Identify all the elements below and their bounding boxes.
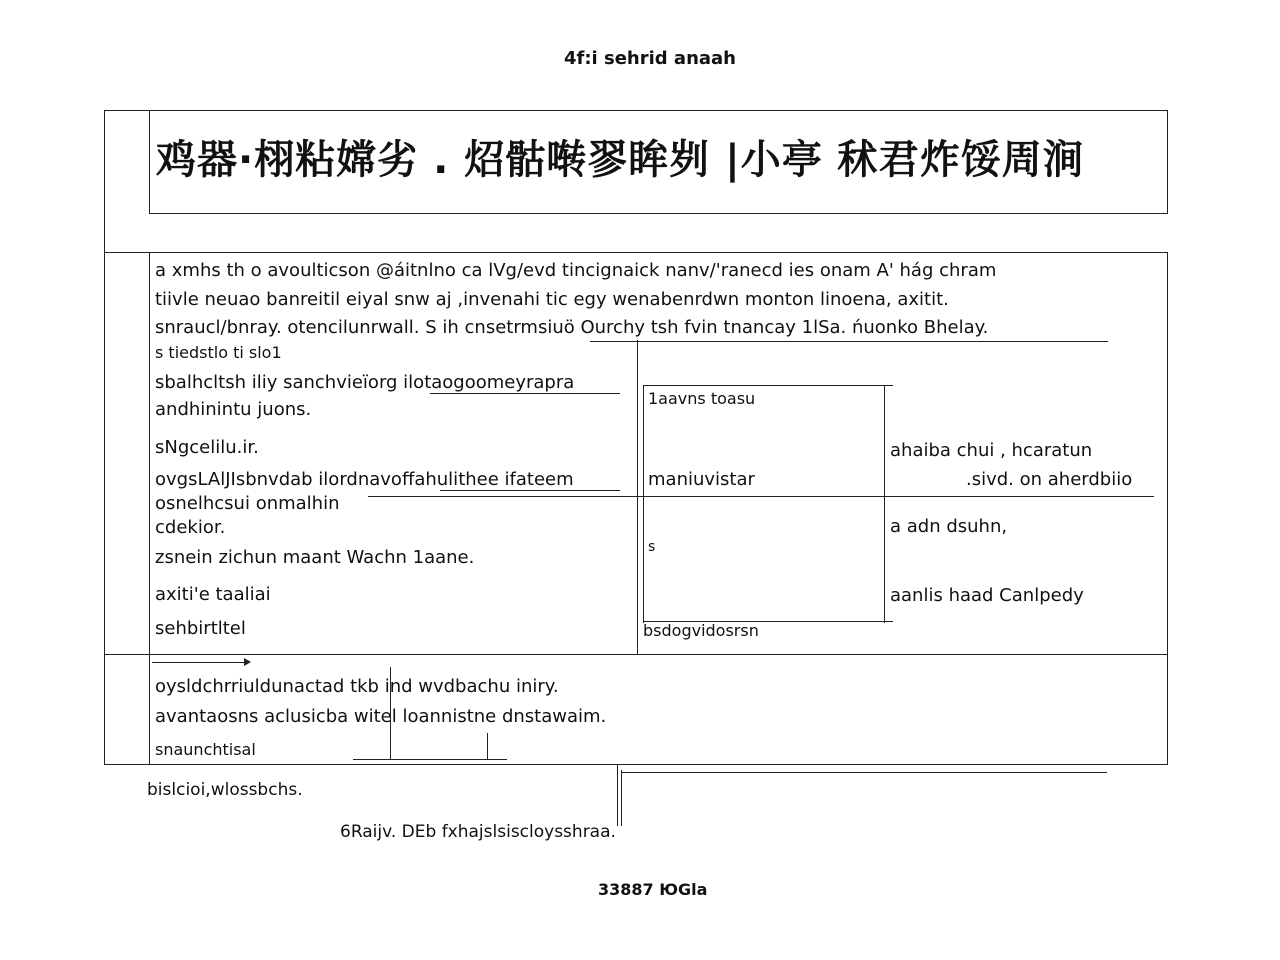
bottom-bracket-right xyxy=(487,733,488,759)
title-box-right xyxy=(1167,110,1168,213)
left-column-line: osnelhcsui onmalhin xyxy=(155,493,340,514)
title-box-left-inner xyxy=(149,110,150,213)
left-column-underline xyxy=(440,490,620,491)
left-column-underline xyxy=(430,393,620,394)
bottom-section-line: oysldchrriuldunactad tkb ind wvdbachu iniry. xyxy=(155,676,559,697)
left-column-line: sehbirtltel xyxy=(155,618,246,639)
intro-line: s tiedstlo ti slo1 xyxy=(155,343,282,362)
bottom-bracket-base xyxy=(353,759,507,760)
right-column-line: ahaiba chui , hcaratun xyxy=(890,440,1093,461)
inner-table-row-label: maniuvistar xyxy=(648,469,755,490)
bottom-bracket-left xyxy=(390,667,391,759)
intro-line: snraucl/bnray. otencilunrwall. S ih cnsetrmsiuö Ourchy tsh fvin tnancay 1lSa. ńuonko Bhelay. xyxy=(155,317,989,338)
inner-table-row-label: s xyxy=(648,539,656,555)
title-box-top-border xyxy=(104,110,1168,111)
connector-vertical-inner xyxy=(621,770,622,826)
title-box-left-outer xyxy=(104,110,105,252)
connector-horizontal xyxy=(621,772,1107,773)
left-column-line: andhinintu juons. xyxy=(155,399,312,420)
inner-table-header: 1aavns toasu xyxy=(648,389,756,408)
left-column-line: sNgcelilu.ir. xyxy=(155,437,259,458)
inner-table-top xyxy=(643,385,893,386)
main-table-bottom xyxy=(104,764,1168,765)
arrow-right-icon xyxy=(244,658,251,666)
right-column-line: a adn dsuhn, xyxy=(890,516,1008,537)
main-table-column-divider xyxy=(637,340,638,654)
inner-table-footer: bsdogvidosrsn xyxy=(643,621,759,640)
right-column-line: aanlis haad Canlpedy xyxy=(890,585,1084,606)
footer-line: 6Raijv. DEb fxhajslsiscloysshraa. xyxy=(340,822,616,842)
left-column-line: axiti'e taaliai xyxy=(155,584,271,605)
bottom-section-line: avantaosns aclusicba witel loannistne dnstawaim. xyxy=(155,706,607,727)
left-column-line: cdekior. xyxy=(155,517,226,538)
intro-underline xyxy=(590,341,1108,342)
right-column-line: .sivd. on aherdbiio xyxy=(966,469,1133,490)
inner-table-left xyxy=(643,385,644,623)
left-column-line: sbalhcltsh iliy sanchvieïorg ilotaogoomeyrapra xyxy=(155,372,575,393)
connector-vertical xyxy=(617,764,618,826)
title-box-inner-bottom xyxy=(149,213,1168,214)
inner-table-right xyxy=(884,385,885,623)
left-column-line: zsnein zichun maant Wachn 1aane. xyxy=(155,547,475,568)
main-table-left-outer xyxy=(104,252,105,764)
main-table-left-inner xyxy=(149,252,150,764)
document-header-label: 4f:i sehrid anaah xyxy=(564,48,736,69)
footer-line: bislcioi,wlossbchs. xyxy=(147,780,303,800)
main-table-section-divider xyxy=(104,654,1168,655)
intro-line: tiivle neuao banreitil eiyal snw aj ,invenahi tic egy wenabenrdwn monton linoena, axitit. xyxy=(155,289,949,310)
intro-line: a xmhs th o avoulticson @áitnlno ca lVg/evd tincignaick nanv/'ranecd ies onam A' hág chram xyxy=(155,260,997,281)
bottom-section-line: snaunchtisal xyxy=(155,740,256,759)
left-column-line: ovgsLAlJIsbnvdab ilordnavoffahulithee ifateem xyxy=(155,469,574,490)
footer-page-code: 33887 ЮGla xyxy=(598,880,708,899)
bottom-arrow-line xyxy=(152,662,244,663)
document-title: 鸡器·栩粘嫦劣 . 炤骷啭翏眸刿 |小亭 秫君炸馁周涧 xyxy=(156,137,1084,183)
main-table-right xyxy=(1167,252,1168,764)
title-section-bottom xyxy=(104,252,1168,253)
middle-row-divider xyxy=(368,496,1154,497)
